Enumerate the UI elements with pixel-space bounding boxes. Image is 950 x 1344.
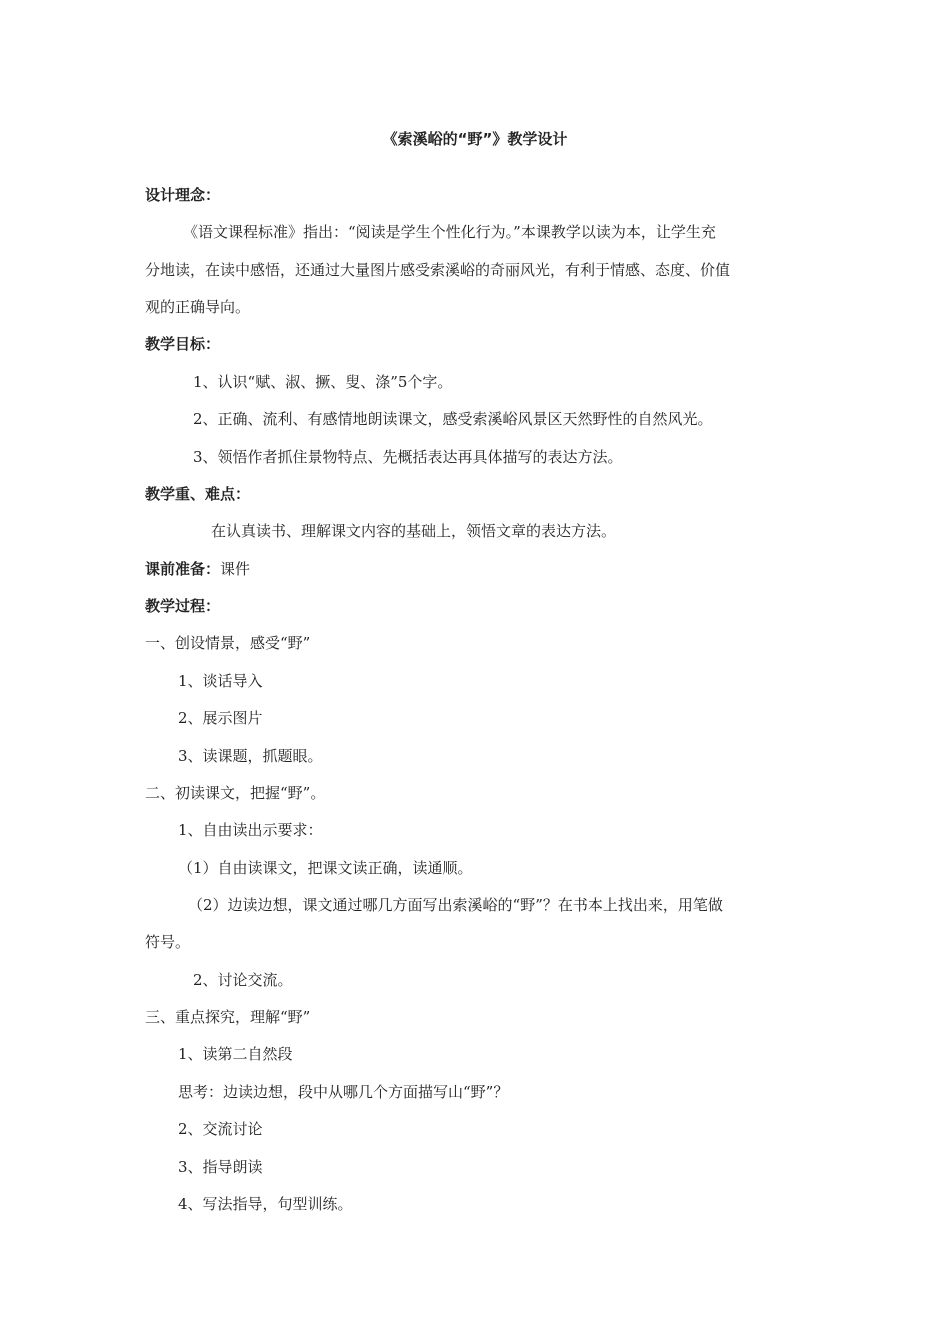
part1-title: 一、创设情景，感受“野” <box>145 634 311 652</box>
part3-item: 2、交流讨论 <box>178 1120 263 1138</box>
goal-item: 3、领悟作者抓住景物特点、先概括表达再具体描写的表达方法。 <box>193 448 623 466</box>
concept-text-line-2: 分地读，在读中感悟，还通过大量图片感受索溪峪的奇丽风光，有利于情感、态度、价值 <box>145 261 731 279</box>
concept-text-line-1: 《语文课程标准》指出：“阅读是学生个性化行为。”本课教学以读为本，让学生充 <box>183 223 716 241</box>
process-heading: 教学过程： <box>145 597 221 615</box>
part3-item: 4、写法指导，句型训练。 <box>178 1195 353 1213</box>
part3-think: 思考：边读边想，段中从哪几个方面描写山“野”？ <box>178 1083 509 1101</box>
part2-sub-2-line-2: 符号。 <box>145 933 191 951</box>
keypoints-heading: 教学重、难点： <box>145 485 251 503</box>
prep-text: 课件 <box>220 560 251 578</box>
part3-item: 3、指导朗读 <box>178 1158 263 1176</box>
goal-item: 2、正确、流利、有感情地朗读课文，感受索溪峪风景区天然野性的自然风光。 <box>193 410 713 428</box>
part3-title: 三、重点探究，理解“野” <box>145 1008 311 1026</box>
document-title: 《索溪峪的“野”》教学设计 <box>382 130 568 148</box>
part2-item-2: 2、讨论交流。 <box>193 971 293 989</box>
concept-text-line-3: 观的正确导向。 <box>145 298 251 316</box>
part2-title: 二、初读课文，把握“野”。 <box>145 784 326 802</box>
part3-item-1: 1、读第二自然段 <box>178 1045 293 1063</box>
part1-item: 1、谈话导入 <box>178 672 263 690</box>
concept-heading: 设计理念： <box>145 186 221 204</box>
part1-item: 3、读课题，抓题眼。 <box>178 747 323 765</box>
prep-line <box>145 557 250 581</box>
keypoints-text: 在认真读书、理解课文内容的基础上，领悟文章的表达方法。 <box>211 522 617 540</box>
prep-heading: 课前准备： <box>145 560 221 578</box>
part1-item: 2、展示图片 <box>178 709 263 727</box>
part2-sub-2-line-1: （2）边读边想，课文通过哪几方面写出索溪峪的“野”？在书本上找出来，用笔做 <box>188 896 723 914</box>
part2-sub-1: （1）自由读课文，把课文读正确，读通顺。 <box>178 859 473 877</box>
goals-heading: 教学目标： <box>145 335 221 353</box>
goal-item: 1、认识“赋、淑、撅、叟、涤”5个字。 <box>193 373 453 391</box>
part2-item-1: 1、自由读出示要求： <box>178 821 323 839</box>
